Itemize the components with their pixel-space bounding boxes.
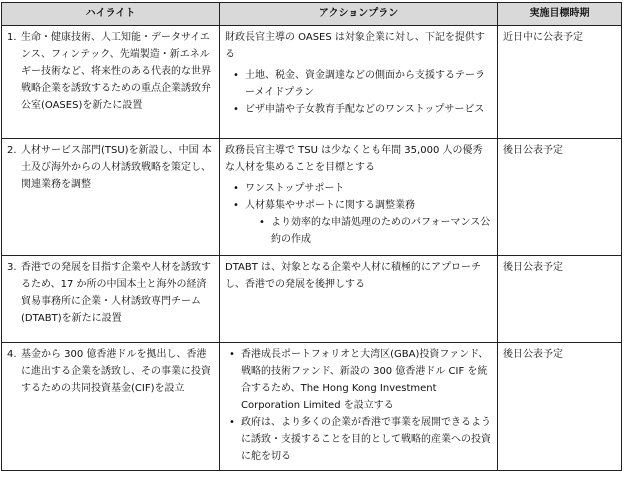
timing-cell: 後日公表予定	[498, 139, 622, 256]
row-number: 2.	[7, 145, 17, 156]
table-row	[2, 256, 622, 343]
highlight-cell	[2, 139, 220, 256]
sub-bullet-item: • より効率的な申請処理のためのパフォーマンス公約の作成	[257, 214, 492, 248]
bullet-item: • 香港成長ポートフォリオと大湾区(GBA)投資ファンド、戦略的技術ファンド、新設の 300 億香港ドル CIF を統合するため、The Hong Kong Investment Corporation Limited を設立する	[225, 346, 492, 414]
highlight-cell	[2, 26, 220, 139]
bullet-item: • ビザ申請や子女教育手配などのワンストップサービス	[231, 101, 492, 118]
table-row	[2, 343, 622, 471]
bullet-item: • 土地、税金、資金調達などの側面から支援するテーラーメイドプラン	[231, 67, 492, 101]
action-intro: 政務長官主導で TSU は少なくとも年間 35,000 人の優秀な人材を集めることを目標とする	[225, 145, 483, 173]
table-row	[2, 26, 622, 139]
action-intro: DTABT は、対象となる企業や人材に積極的にアプローチし、香港での発展を後押しする	[225, 262, 482, 290]
header-highlight: ハイライト	[2, 3, 220, 26]
table-header-row	[2, 3, 622, 26]
highlight-cell	[2, 343, 220, 471]
action-plan-cell	[220, 256, 498, 343]
header-action-plan: アクションプラン	[220, 3, 498, 26]
highlight-text: 生命・健康技術、人工知能・データサイエンス、フィンテック、先端製造・新エネルギー技術など、将来性のある代表的な世界戦略企業を誘致するための重点企業誘致弁公室(OASES)を新たに設置	[21, 32, 211, 111]
highlight-text: 人材サービス部門(TSU)を新設し、中国 本土及び海外からの人材誘致戦略を策定し、関連業務を調整	[21, 145, 212, 190]
action-intro: 財政長官主導の OASES は対象企業に対し、下記を提供する	[225, 32, 485, 60]
timing-cell: 後日公表予定	[498, 256, 622, 343]
bullet-list	[231, 180, 492, 214]
table-row	[2, 139, 622, 256]
highlight-text: 基金から 300 億香港ドルを拠出し、香港に進出する企業を誘致し、その事業に投資するための共同投資基金(CIF)を設立	[21, 349, 211, 394]
highlight-text: 香港での発展を目指す企業や人材を誘致するため、17 か所の中国本土と海外の経済貿易事務所に企業・人材誘致専門チーム(DTABT)を新たに設置	[21, 262, 211, 324]
bullet-list	[231, 67, 492, 118]
highlight-cell	[2, 256, 220, 343]
header-target-timing: 実施目標時期	[498, 3, 622, 26]
action-plan-cell	[220, 343, 498, 471]
row-number: 3.	[7, 262, 17, 273]
sub-bullet-list	[257, 214, 492, 248]
bullet-item: • ワンストップサポート	[231, 180, 492, 197]
row-number: 1.	[7, 32, 17, 43]
action-plan-cell	[220, 139, 498, 256]
timing-cell: 後日公表予定	[498, 343, 622, 471]
bullet-list	[225, 346, 492, 465]
action-plan-table	[1, 2, 622, 471]
row-number: 4.	[7, 349, 17, 360]
bullet-item: • 政府は、より多くの企業が香港で事業を展開できるように誘致・支援することを目的として戦略的産業への投資に舵を切る	[225, 414, 492, 465]
timing-cell: 近日中に公表予定	[498, 26, 622, 139]
action-plan-cell	[220, 26, 498, 139]
bullet-item: • 人材募集やサポートに関する調整業務	[231, 197, 492, 214]
